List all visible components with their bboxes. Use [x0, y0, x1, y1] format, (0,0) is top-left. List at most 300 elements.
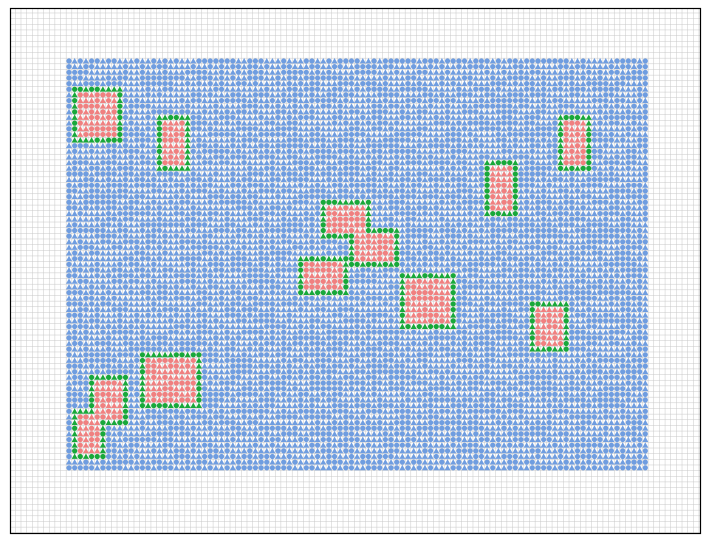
background-circle-marker — [569, 171, 574, 176]
background-circle-marker — [626, 234, 631, 239]
background-circle-marker — [637, 64, 642, 69]
background-circle-marker — [309, 92, 314, 97]
background-circle-marker — [405, 217, 410, 222]
background-circle-marker — [394, 104, 399, 109]
region-border-circle-marker — [72, 126, 77, 131]
background-circle-marker — [355, 279, 360, 284]
background-circle-marker — [626, 183, 631, 188]
background-circle-marker — [462, 58, 467, 63]
background-circle-marker — [547, 58, 552, 63]
background-circle-marker — [637, 284, 642, 289]
background-circle-marker — [123, 205, 128, 210]
background-circle-marker — [524, 267, 529, 272]
background-circle-marker — [242, 126, 247, 131]
background-circle-marker — [366, 81, 371, 86]
region-fill-circle-marker — [411, 290, 416, 295]
background-circle-marker — [637, 87, 642, 92]
background-circle-marker — [112, 160, 117, 165]
background-circle-marker — [609, 109, 614, 114]
background-circle-marker — [445, 138, 450, 143]
background-circle-marker — [236, 205, 241, 210]
background-circle-marker — [569, 301, 574, 306]
background-circle-marker — [225, 160, 230, 165]
background-circle-marker — [264, 149, 269, 154]
background-circle-marker — [117, 318, 122, 323]
background-circle-marker — [196, 121, 201, 126]
background-circle-marker — [326, 166, 331, 171]
background-circle-marker — [479, 115, 484, 120]
background-circle-marker — [360, 183, 365, 188]
background-circle-marker — [208, 92, 213, 97]
background-circle-marker — [456, 138, 461, 143]
background-circle-marker — [157, 228, 162, 233]
background-circle-marker — [281, 234, 286, 239]
background-circle-marker — [513, 75, 518, 80]
background-circle-marker — [417, 267, 422, 272]
region-fill-circle-marker — [304, 267, 309, 272]
background-circle-marker — [445, 251, 450, 256]
background-circle-marker — [219, 194, 224, 199]
region-fill-circle-marker — [100, 132, 105, 137]
background-circle-marker — [417, 177, 422, 182]
background-circle-marker — [123, 217, 128, 222]
background-circle-marker — [479, 64, 484, 69]
background-circle-marker — [179, 273, 184, 278]
background-circle-marker — [191, 239, 196, 244]
background-circle-marker — [151, 109, 156, 114]
background-circle-marker — [134, 251, 139, 256]
background-circle-marker — [129, 154, 134, 159]
background-circle-marker — [598, 284, 603, 289]
background-circle-marker — [202, 239, 207, 244]
region-border-circle-marker — [309, 256, 314, 261]
background-circle-marker — [462, 267, 467, 272]
background-circle-marker — [530, 256, 535, 261]
background-circle-marker — [349, 279, 354, 284]
background-circle-marker — [626, 228, 631, 233]
background-circle-marker — [558, 104, 563, 109]
background-circle-marker — [394, 132, 399, 137]
background-circle-marker — [112, 307, 117, 312]
background-circle-marker — [366, 188, 371, 193]
background-circle-marker — [275, 205, 280, 210]
background-circle-marker — [564, 296, 569, 301]
background-circle-marker — [106, 149, 111, 154]
region-fill-circle-marker — [490, 194, 495, 199]
background-circle-marker — [174, 183, 179, 188]
background-circle-marker — [383, 121, 388, 126]
background-circle-marker — [490, 228, 495, 233]
background-circle-marker — [388, 143, 393, 148]
background-circle-marker — [603, 143, 608, 148]
background-circle-marker — [609, 205, 614, 210]
background-circle-marker — [66, 273, 71, 278]
background-circle-marker — [191, 64, 196, 69]
region-fill-circle-marker — [417, 279, 422, 284]
background-circle-marker — [185, 239, 190, 244]
background-circle-marker — [168, 177, 173, 182]
background-circle-marker — [253, 273, 258, 278]
background-circle-marker — [129, 132, 134, 137]
background-circle-marker — [445, 234, 450, 239]
background-circle-marker — [343, 58, 348, 63]
background-circle-marker — [581, 296, 586, 301]
background-circle-marker — [620, 228, 625, 233]
background-circle-marker — [140, 171, 145, 176]
region-fill-circle-marker — [162, 160, 167, 165]
background-circle-marker — [259, 205, 264, 210]
background-circle-marker — [157, 211, 162, 216]
background-circle-marker — [507, 245, 512, 250]
background-circle-marker — [643, 267, 648, 272]
background-circle-marker — [614, 239, 619, 244]
background-circle-marker — [202, 251, 207, 256]
background-circle-marker — [388, 222, 393, 227]
background-circle-marker — [439, 217, 444, 222]
background-circle-marker — [208, 126, 213, 131]
background-circle-marker — [242, 318, 247, 323]
background-circle-marker — [530, 166, 535, 171]
background-circle-marker — [174, 296, 179, 301]
background-circle-marker — [275, 104, 280, 109]
background-circle-marker — [349, 126, 354, 131]
background-circle-marker — [146, 104, 151, 109]
background-circle-marker — [366, 279, 371, 284]
background-circle-marker — [400, 132, 405, 137]
background-circle-marker — [507, 104, 512, 109]
background-circle-marker — [513, 228, 518, 233]
background-circle-marker — [281, 228, 286, 233]
background-circle-marker — [372, 70, 377, 75]
region-border-circle-marker — [507, 160, 512, 165]
background-circle-marker — [620, 138, 625, 143]
background-circle-marker — [225, 149, 230, 154]
background-circle-marker — [643, 115, 648, 120]
background-circle-marker — [72, 290, 77, 295]
region-border-circle-marker — [400, 313, 405, 318]
background-circle-marker — [518, 98, 523, 103]
region-fill-circle-marker — [89, 104, 94, 109]
background-circle-marker — [89, 188, 94, 193]
background-circle-marker — [292, 104, 297, 109]
background-circle-marker — [78, 143, 83, 148]
background-circle-marker — [106, 75, 111, 80]
background-circle-marker — [281, 98, 286, 103]
background-circle-marker — [496, 104, 501, 109]
background-circle-marker — [95, 307, 100, 312]
background-circle-marker — [400, 58, 405, 63]
background-circle-marker — [321, 239, 326, 244]
background-circle-marker — [485, 296, 490, 301]
background-circle-marker — [552, 58, 557, 63]
region-border-circle-marker — [400, 301, 405, 306]
background-circle-marker — [366, 138, 371, 143]
region-border-circle-marker — [485, 194, 490, 199]
background-circle-marker — [264, 64, 269, 69]
background-circle-marker — [552, 251, 557, 256]
region-fill-circle-marker — [309, 284, 314, 289]
background-circle-marker — [253, 75, 258, 80]
background-circle-marker — [518, 92, 523, 97]
background-circle-marker — [614, 115, 619, 120]
background-circle-marker — [507, 109, 512, 114]
background-circle-marker — [78, 267, 83, 272]
background-circle-marker — [422, 58, 427, 63]
background-circle-marker — [598, 132, 603, 137]
background-circle-marker — [468, 75, 473, 80]
background-circle-marker — [95, 228, 100, 233]
background-circle-marker — [78, 171, 83, 176]
background-circle-marker — [552, 284, 557, 289]
background-circle-marker — [338, 177, 343, 182]
background-circle-marker — [479, 307, 484, 312]
background-circle-marker — [394, 160, 399, 165]
background-circle-marker — [507, 284, 512, 289]
background-circle-marker — [168, 200, 173, 205]
background-circle-marker — [338, 171, 343, 176]
background-circle-marker — [66, 194, 71, 199]
background-circle-marker — [242, 188, 247, 193]
background-circle-marker — [208, 75, 213, 80]
region-border-circle-marker — [117, 115, 122, 120]
background-circle-marker — [372, 313, 377, 318]
region-border-circle-marker — [321, 290, 326, 295]
background-circle-marker — [89, 177, 94, 182]
background-circle-marker — [451, 194, 456, 199]
background-circle-marker — [485, 121, 490, 126]
region-border-circle-marker — [366, 228, 371, 233]
background-circle-marker — [146, 296, 151, 301]
background-circle-marker — [643, 211, 648, 216]
background-circle-marker — [112, 267, 117, 272]
region-fill-circle-marker — [501, 200, 506, 205]
background-circle-marker — [479, 262, 484, 267]
background-circle-marker — [157, 217, 162, 222]
background-circle-marker — [547, 228, 552, 233]
background-circle-marker — [338, 149, 343, 154]
background-circle-marker — [637, 188, 642, 193]
background-circle-marker — [603, 273, 608, 278]
background-circle-marker — [451, 132, 456, 137]
background-circle-marker — [219, 70, 224, 75]
region-border-circle-marker — [157, 149, 162, 154]
region-fill-circle-marker — [112, 109, 117, 114]
background-circle-marker — [626, 245, 631, 250]
background-circle-marker — [264, 132, 269, 137]
background-circle-marker — [95, 273, 100, 278]
background-circle-marker — [524, 154, 529, 159]
background-circle-marker — [338, 160, 343, 165]
background-circle-marker — [355, 132, 360, 137]
background-circle-marker — [264, 104, 269, 109]
region-border-circle-marker — [586, 154, 591, 159]
background-circle-marker — [140, 132, 145, 137]
background-circle-marker — [89, 81, 94, 86]
background-circle-marker — [196, 138, 201, 143]
background-circle-marker — [575, 279, 580, 284]
background-circle-marker — [530, 70, 535, 75]
background-circle-marker — [247, 75, 252, 80]
background-circle-marker — [230, 200, 235, 205]
background-circle-marker — [614, 228, 619, 233]
background-circle-marker — [281, 70, 286, 75]
background-circle-marker — [281, 301, 286, 306]
background-circle-marker — [513, 273, 518, 278]
background-circle-marker — [146, 273, 151, 278]
background-circle-marker — [281, 211, 286, 216]
background-circle-marker — [298, 228, 303, 233]
background-circle-marker — [185, 81, 190, 86]
background-circle-marker — [349, 194, 354, 199]
background-circle-marker — [247, 234, 252, 239]
background-circle-marker — [213, 143, 218, 148]
background-circle-marker — [134, 104, 139, 109]
background-circle-marker — [360, 273, 365, 278]
background-circle-marker — [411, 75, 416, 80]
background-circle-marker — [66, 104, 71, 109]
region-border-circle-marker — [117, 126, 122, 131]
background-circle-marker — [146, 239, 151, 244]
background-circle-marker — [643, 143, 648, 148]
background-circle-marker — [83, 183, 88, 188]
background-circle-marker — [338, 87, 343, 92]
background-circle-marker — [507, 75, 512, 80]
background-circle-marker — [598, 81, 603, 86]
background-circle-marker — [405, 228, 410, 233]
background-circle-marker — [287, 81, 292, 86]
background-circle-marker — [287, 98, 292, 103]
background-circle-marker — [162, 234, 167, 239]
background-circle-marker — [179, 188, 184, 193]
background-circle-marker — [485, 222, 490, 227]
background-circle-marker — [417, 87, 422, 92]
background-circle-marker — [558, 87, 563, 92]
background-circle-marker — [236, 228, 241, 233]
background-circle-marker — [191, 92, 196, 97]
background-circle-marker — [95, 205, 100, 210]
region-border-circle-marker — [112, 138, 117, 143]
background-circle-marker — [614, 194, 619, 199]
background-circle-marker — [72, 222, 77, 227]
background-circle-marker — [191, 188, 196, 193]
background-circle-marker — [479, 154, 484, 159]
region-border-circle-marker — [496, 211, 501, 216]
background-circle-marker — [140, 290, 145, 295]
background-circle-marker — [552, 121, 557, 126]
background-circle-marker — [383, 217, 388, 222]
background-circle-marker — [151, 183, 156, 188]
background-circle-marker — [185, 273, 190, 278]
background-circle-marker — [129, 121, 134, 126]
background-circle-marker — [490, 126, 495, 131]
background-circle-marker — [78, 245, 83, 250]
background-circle-marker — [298, 138, 303, 143]
region-fill-circle-marker — [377, 256, 382, 261]
background-circle-marker — [614, 121, 619, 126]
background-circle-marker — [123, 211, 128, 216]
background-circle-marker — [191, 211, 196, 216]
region-fill-circle-marker — [326, 267, 331, 272]
background-circle-marker — [202, 58, 207, 63]
background-circle-marker — [225, 115, 230, 120]
background-circle-marker — [490, 75, 495, 80]
region-border-circle-marker — [321, 228, 326, 233]
background-circle-marker — [417, 183, 422, 188]
background-circle-marker — [179, 296, 184, 301]
background-circle-marker — [191, 171, 196, 176]
background-circle-marker — [332, 313, 337, 318]
region-border-circle-marker — [586, 138, 591, 143]
region-fill-circle-marker — [388, 239, 393, 244]
region-fill-circle-marker — [575, 154, 580, 159]
region-border-circle-marker — [332, 200, 337, 205]
background-circle-marker — [247, 177, 252, 182]
background-circle-marker — [451, 200, 456, 205]
background-circle-marker — [626, 132, 631, 137]
background-circle-marker — [259, 143, 264, 148]
background-circle-marker — [411, 58, 416, 63]
background-circle-marker — [219, 273, 224, 278]
background-circle-marker — [100, 239, 105, 244]
background-circle-marker — [157, 205, 162, 210]
background-circle-marker — [614, 296, 619, 301]
background-circle-marker — [78, 307, 83, 312]
background-circle-marker — [569, 87, 574, 92]
region-border-circle-marker — [586, 160, 591, 165]
background-circle-marker — [83, 64, 88, 69]
background-circle-marker — [535, 126, 540, 131]
region-border-circle-marker — [388, 228, 393, 233]
region-fill-circle-marker — [417, 313, 422, 318]
background-circle-marker — [292, 267, 297, 272]
background-circle-marker — [78, 58, 83, 63]
background-circle-marker — [264, 188, 269, 193]
background-circle-marker — [66, 126, 71, 131]
background-circle-marker — [637, 296, 642, 301]
background-circle-marker — [513, 222, 518, 227]
background-circle-marker — [400, 183, 405, 188]
background-circle-marker — [140, 81, 145, 86]
background-circle-marker — [434, 160, 439, 165]
region-fill-circle-marker — [174, 132, 179, 137]
background-circle-marker — [332, 154, 337, 159]
background-circle-marker — [332, 98, 337, 103]
region-border-circle-marker — [377, 228, 382, 233]
background-circle-marker — [592, 177, 597, 182]
background-circle-marker — [292, 70, 297, 75]
background-circle-marker — [462, 149, 467, 154]
background-circle-marker — [479, 143, 484, 148]
background-circle-marker — [78, 301, 83, 306]
background-circle-marker — [456, 279, 461, 284]
region-fill-circle-marker — [83, 132, 88, 137]
background-circle-marker — [569, 273, 574, 278]
background-circle-marker — [524, 132, 529, 137]
background-circle-marker — [569, 222, 574, 227]
background-circle-marker — [411, 132, 416, 137]
background-circle-marker — [259, 188, 264, 193]
region-fill-circle-marker — [507, 166, 512, 171]
background-circle-marker — [400, 188, 405, 193]
background-circle-marker — [326, 194, 331, 199]
region-border-circle-marker — [575, 115, 580, 120]
background-circle-marker — [541, 188, 546, 193]
background-circle-marker — [343, 245, 348, 250]
background-circle-marker — [292, 217, 297, 222]
background-circle-marker — [394, 284, 399, 289]
background-circle-marker — [586, 234, 591, 239]
background-circle-marker — [117, 313, 122, 318]
